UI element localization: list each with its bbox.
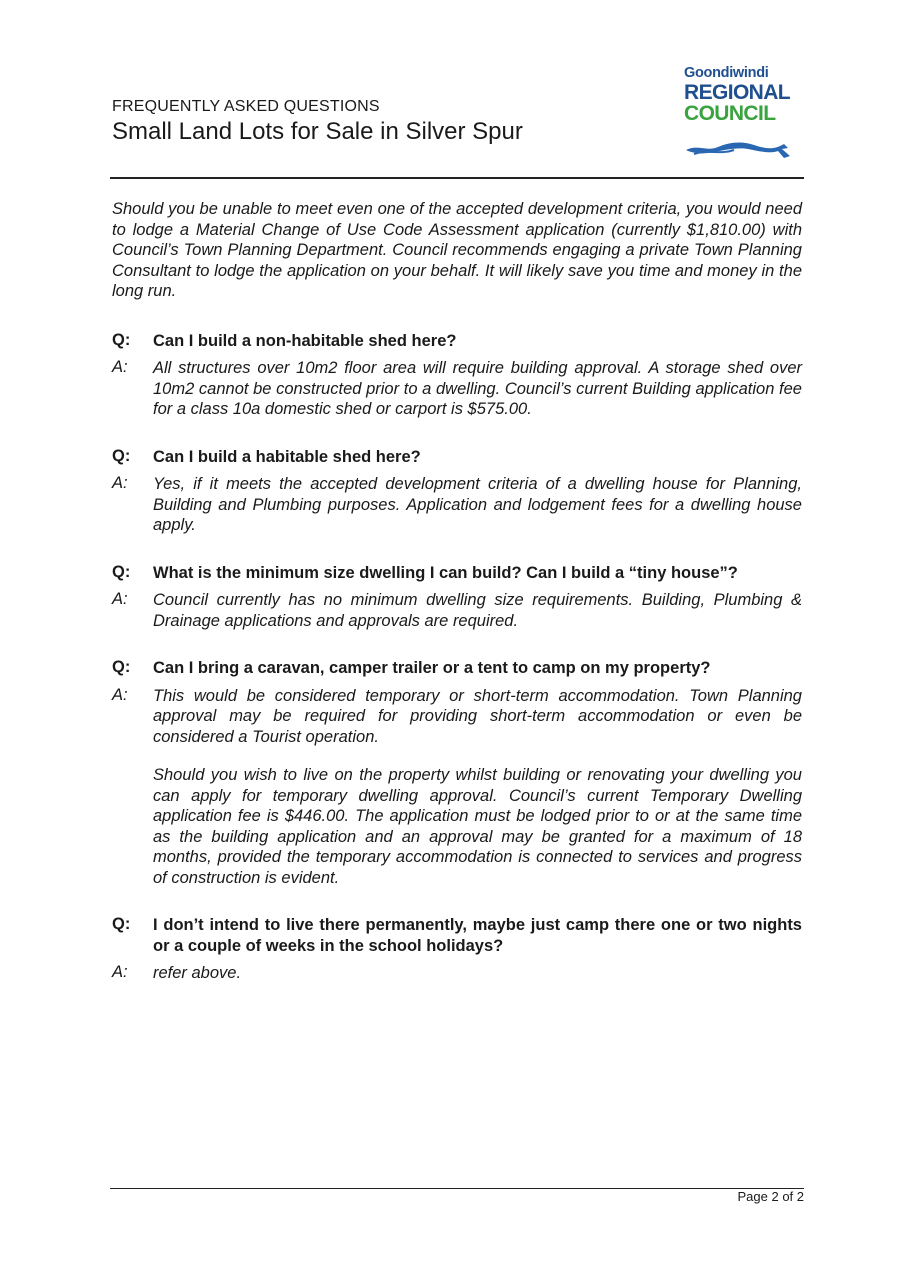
answer-label: A: (112, 590, 128, 608)
answer-label: A: (112, 685, 128, 704)
faq-item (112, 915, 802, 984)
question-label: Q: (112, 446, 131, 465)
answer-row (112, 686, 802, 889)
answer-label: A: (112, 963, 128, 981)
question-row (112, 447, 802, 468)
header-divider (110, 177, 804, 179)
answer-paragraph: All structures over 10m2 floor area will require building approval. A storage shed over 10m2 cannot be constructed prior to a dwelling. Council’s current Building application fee for a class 10a domestic shed or carport is $575.00. (153, 359, 802, 418)
question-label: Q: (112, 658, 131, 676)
answer-text (153, 686, 802, 889)
answer-text (153, 590, 802, 631)
answer-paragraph: Council currently has no minimum dwelling size requirements. Building, Plumbing & Drainage applications and approvals are required. (153, 591, 802, 630)
council-logo (676, 66, 796, 161)
page-number: Page 2 of 2 (737, 1189, 804, 1204)
question-text: Can I build a habitable shed here? (153, 447, 421, 466)
question-row (112, 331, 802, 352)
answer-paragraph: This would be considered temporary or short-term accommodation. Town Planning approval may be required for providing short-term accommodation or even be considered a Tourist operation. (153, 686, 802, 746)
logo-line-goondiwindi: Goondiwindi (684, 65, 769, 81)
answer-row (112, 590, 802, 631)
document-header (112, 98, 672, 146)
faq-item (112, 563, 802, 632)
question-row (112, 915, 802, 956)
answer-paragraph: Should you wish to live on the property whilst building or renovating your dwelling you can apply for temporary dwelling approval. Council’s current Temporary Dwelling application fee is $446.00. The application must be lodged prior to or at the same time as the building application and an approval may be granted for a maximum of 18 months, provided the temporary accommodation is connected to services and progress of construction is evident. (153, 766, 802, 887)
faq-content (112, 199, 802, 984)
answer-row (112, 963, 802, 984)
question-label: Q: (112, 915, 131, 933)
answer-label: A: (112, 358, 128, 376)
question-text: I don’t intend to live there permanently, maybe just camp there one or two nights or a couple of weeks in the school holidays? (153, 916, 802, 955)
answer-paragraph: Yes, if it meets the accepted development criteria of a dwelling house for Planning, Building and Plumbing purposes. Application and lodgement fees for a dwelling house apply. (153, 475, 802, 534)
question-row (112, 563, 802, 584)
answer-text (153, 963, 802, 984)
question-text: Can I build a non-habitable shed here? (153, 331, 457, 350)
answer-paragraph: refer above. (153, 964, 242, 982)
answer-row (112, 358, 802, 420)
answer-text (153, 358, 802, 420)
intro-paragraph: Should you be unable to meet even one of the accepted development criteria, you would need to lodge a Material Change of Use Code Assessment application (currently $1,810.00) with Council’s Town Planning Department. Council recommends engaging a private Town Planning Consultant to lodge the application on your behalf. It will likely save you time and money in the long run. (112, 200, 802, 300)
river-logo-icon (684, 136, 796, 160)
question-text: Can I bring a caravan, camper trailer or a tent to camp on my property? (153, 659, 711, 677)
answer-row (112, 474, 802, 536)
question-row (112, 658, 802, 679)
page-title: Small Land Lots for Sale in Silver Spur (112, 118, 523, 145)
faq-item (112, 658, 802, 888)
logo-line-regional: REGIONAL (684, 80, 791, 104)
faq-item (112, 447, 802, 536)
faq-item (112, 331, 802, 420)
question-text: What is the minimum size dwelling I can build? Can I build a “tiny house”? (153, 563, 738, 582)
question-label: Q: (112, 562, 131, 581)
answer-label: A: (112, 474, 128, 492)
answer-text (153, 474, 802, 536)
footer-divider (110, 1188, 804, 1189)
logo-line-council: COUNCIL (684, 101, 776, 125)
question-label: Q: (112, 330, 131, 349)
header-kicker: FREQUENTLY ASKED QUESTIONS (112, 98, 380, 115)
